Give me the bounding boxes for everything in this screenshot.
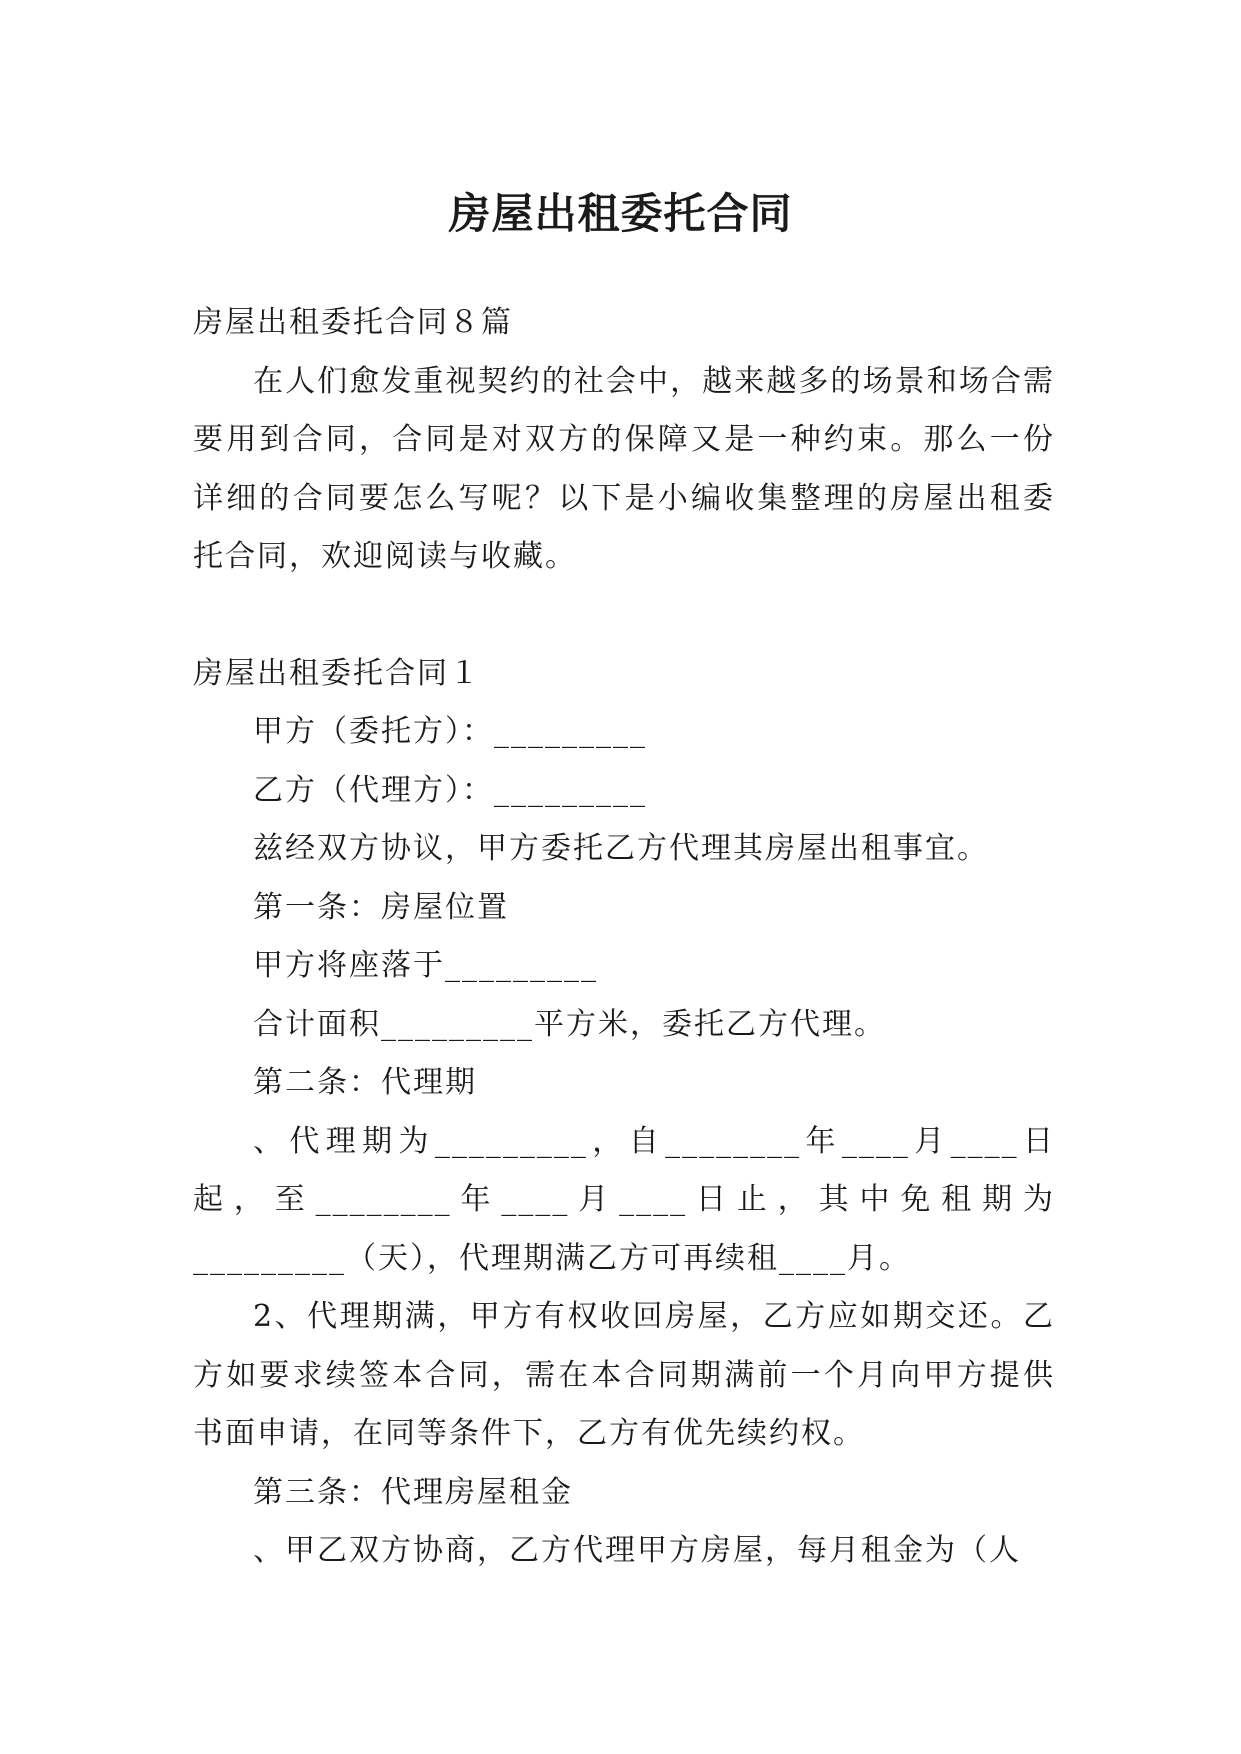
- article-1-location: 甲方将座落于_________: [253, 948, 598, 983]
- article-1-area: 合计面积_________平方米，委托乙方代理。: [253, 1006, 886, 1042]
- section-spacer: [193, 587, 1055, 645]
- party-a-line: 甲方（委托方）：_________: [253, 714, 647, 749]
- article-3-item-1: 、甲乙双方协商，乙方代理甲方房屋，每月租金为（人: [253, 1533, 1021, 1568]
- intro-paragraph: 在人们愈发重视契约的社会中，越来越多的场景和场合需要用到合同，合同是对双方的保障又是一种约束。那么一份详细的合同要怎么写呢？以下是小编收集整理的房屋出租委托合同，欢迎阅读与收藏。: [193, 363, 1055, 574]
- party-b-line: 乙方（代理方）：_________: [253, 772, 647, 808]
- article-2-item-1: 、代理期为_________，自________年____月____日起，至________年____月____日止，其中免租期为_________（天），代理期满乙方可再续租____月。: [193, 1123, 1055, 1276]
- article-2-title: 第二条：代理期: [253, 1065, 477, 1100]
- subtitle: 房屋出租委托合同８篇: [193, 305, 513, 340]
- document-body: [193, 294, 1055, 1581]
- agreement-line: 兹经双方协议，甲方委托乙方代理其房屋出租事宜。: [253, 831, 989, 866]
- document-title: 房屋出租委托合同: [448, 189, 793, 239]
- section-heading: 房屋出租委托合同１: [193, 655, 481, 691]
- article-2-item-2: 2、代理期满，甲方有权收回房屋，乙方应如期交还。乙方如要求续签本合同，需在本合同期满前一个月向甲方提供书面申请，在同等条件下，乙方有优先续约权。: [193, 1299, 1055, 1451]
- article-1-title: 第一条：房屋位置: [253, 889, 509, 925]
- article-3-title: 第三条：代理房屋租金: [253, 1474, 573, 1510]
